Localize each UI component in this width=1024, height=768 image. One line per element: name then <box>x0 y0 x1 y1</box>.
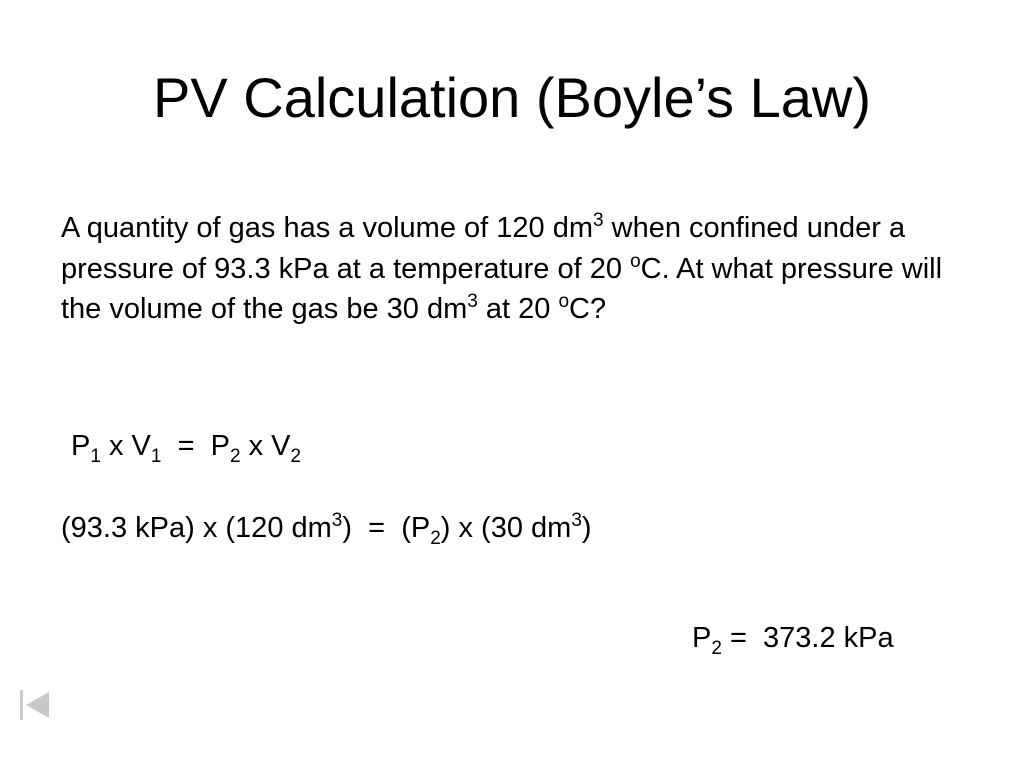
problem-text-part: C. At what pressure will the volume of the gas be 30 dm <box>61 252 943 325</box>
problem-text-part: at 20 <box>477 293 559 325</box>
superscript-3: 3 <box>593 210 604 231</box>
equation-part: ) = (P <box>342 512 431 544</box>
subscript: 2 <box>229 446 241 467</box>
equation-part: x V <box>100 430 151 462</box>
superscript-3: 3 <box>571 510 582 531</box>
substituted-equation <box>61 510 592 549</box>
problem-statement <box>61 208 961 330</box>
equation-part: x V <box>240 430 291 462</box>
equation-part: ) <box>581 512 592 544</box>
degree-superscript: o <box>630 250 641 272</box>
first-slide-button[interactable] <box>18 688 52 722</box>
subscript: 1 <box>150 446 162 467</box>
equation-part: ) x (30 dm <box>440 512 572 544</box>
subscript: 1 <box>90 446 101 467</box>
slide-title: PV Calculation (Boyle’s Law) <box>153 66 871 129</box>
problem-text-part: C? <box>569 293 607 325</box>
answer-value: = 373.2 kPa <box>721 622 894 654</box>
equation-part: = P <box>161 430 230 462</box>
subscript: 2 <box>711 638 722 659</box>
boyles-law-equation <box>71 428 302 467</box>
equation-part: (93.3 kPa) x (120 dm <box>61 512 332 544</box>
answer-equation <box>692 620 894 659</box>
problem-text-part: A quantity of gas has a volume of 120 dm <box>61 212 593 244</box>
subscript: 2 <box>430 528 441 549</box>
superscript-3: 3 <box>331 510 343 531</box>
superscript-3: 3 <box>467 291 478 312</box>
degree-superscript: o <box>558 291 570 312</box>
subscript: 2 <box>290 446 302 467</box>
problem-text-part: when confined under a pressure of 93.3 kPa at a temperature of 20 <box>61 212 906 285</box>
skip-to-first-icon <box>18 688 52 722</box>
equation-part: P <box>71 430 91 462</box>
equation-part: P <box>692 622 712 654</box>
